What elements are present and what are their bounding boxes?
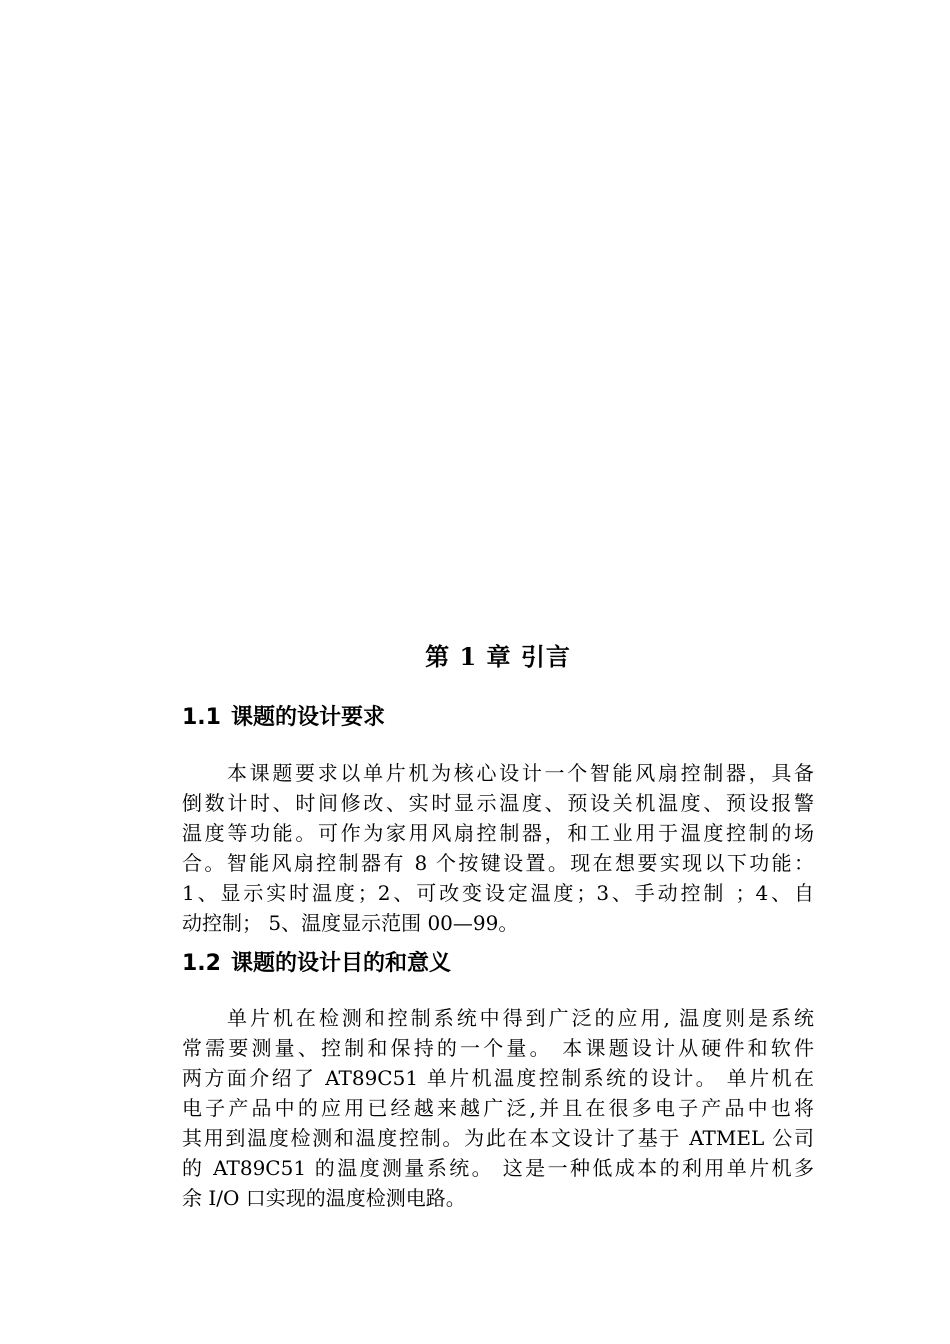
section-title: 课题的设计要求 xyxy=(230,705,385,730)
paragraph-line: 倒数计时、时间修改、实时显示温度、预设关机温度、预设报警 xyxy=(182,791,814,815)
paragraph-design-requirements xyxy=(182,758,814,938)
paragraph-line: 温度等功能。可作为家用风扇控制器，和工业用于温度控制的场 xyxy=(182,821,814,845)
paragraph-line: 的 AT89C51 的温度测量系统。 这是一种低成本的利用单片机多 xyxy=(182,1156,814,1180)
paragraph-line: 余 I/O 口实现的温度检测电路。 xyxy=(182,1186,466,1210)
section-number: 1.2 xyxy=(182,951,221,976)
paragraph-line: 电子产品中的应用已经越来越广泛,并且在很多电子产品中也将 xyxy=(182,1096,814,1120)
paragraph-line: 其用到温度检测和温度控制。为此在本文设计了基于 ATMEL 公司 xyxy=(182,1126,814,1150)
paragraph-line: 1、显示实时温度；2、可改变设定温度；3、手动控制 ；4、自 xyxy=(182,881,814,905)
paragraph-design-purpose xyxy=(182,1003,814,1213)
paragraph-line: 常需要测量、控制和保持的一个量。 本课题设计从硬件和软件 xyxy=(182,1036,814,1060)
paragraph-line: 两方面介绍了 AT89C51 单片机温度控制系统的设计。 单片机在 xyxy=(182,1066,814,1090)
section-heading-1-1 xyxy=(182,703,385,733)
chapter-title: 第 1 章 引言 xyxy=(425,642,571,671)
section-heading-1-2 xyxy=(182,949,451,979)
paragraph-line: 合。智能风扇控制器有 8 个按键设置。现在想要实现以下功能： xyxy=(182,851,814,875)
section-title: 课题的设计目的和意义 xyxy=(230,951,451,976)
paragraph-line: 动控制； 5、温度显示范围 00—99。 xyxy=(182,911,519,935)
paragraph-line: 本课题要求以单片机为核心设计一个智能风扇控制器，具备 xyxy=(227,761,814,785)
section-number: 1.1 xyxy=(182,705,221,730)
paragraph-line: 单片机在检测和控制系统中得到广泛的应用, 温度则是系统 xyxy=(227,1006,814,1030)
